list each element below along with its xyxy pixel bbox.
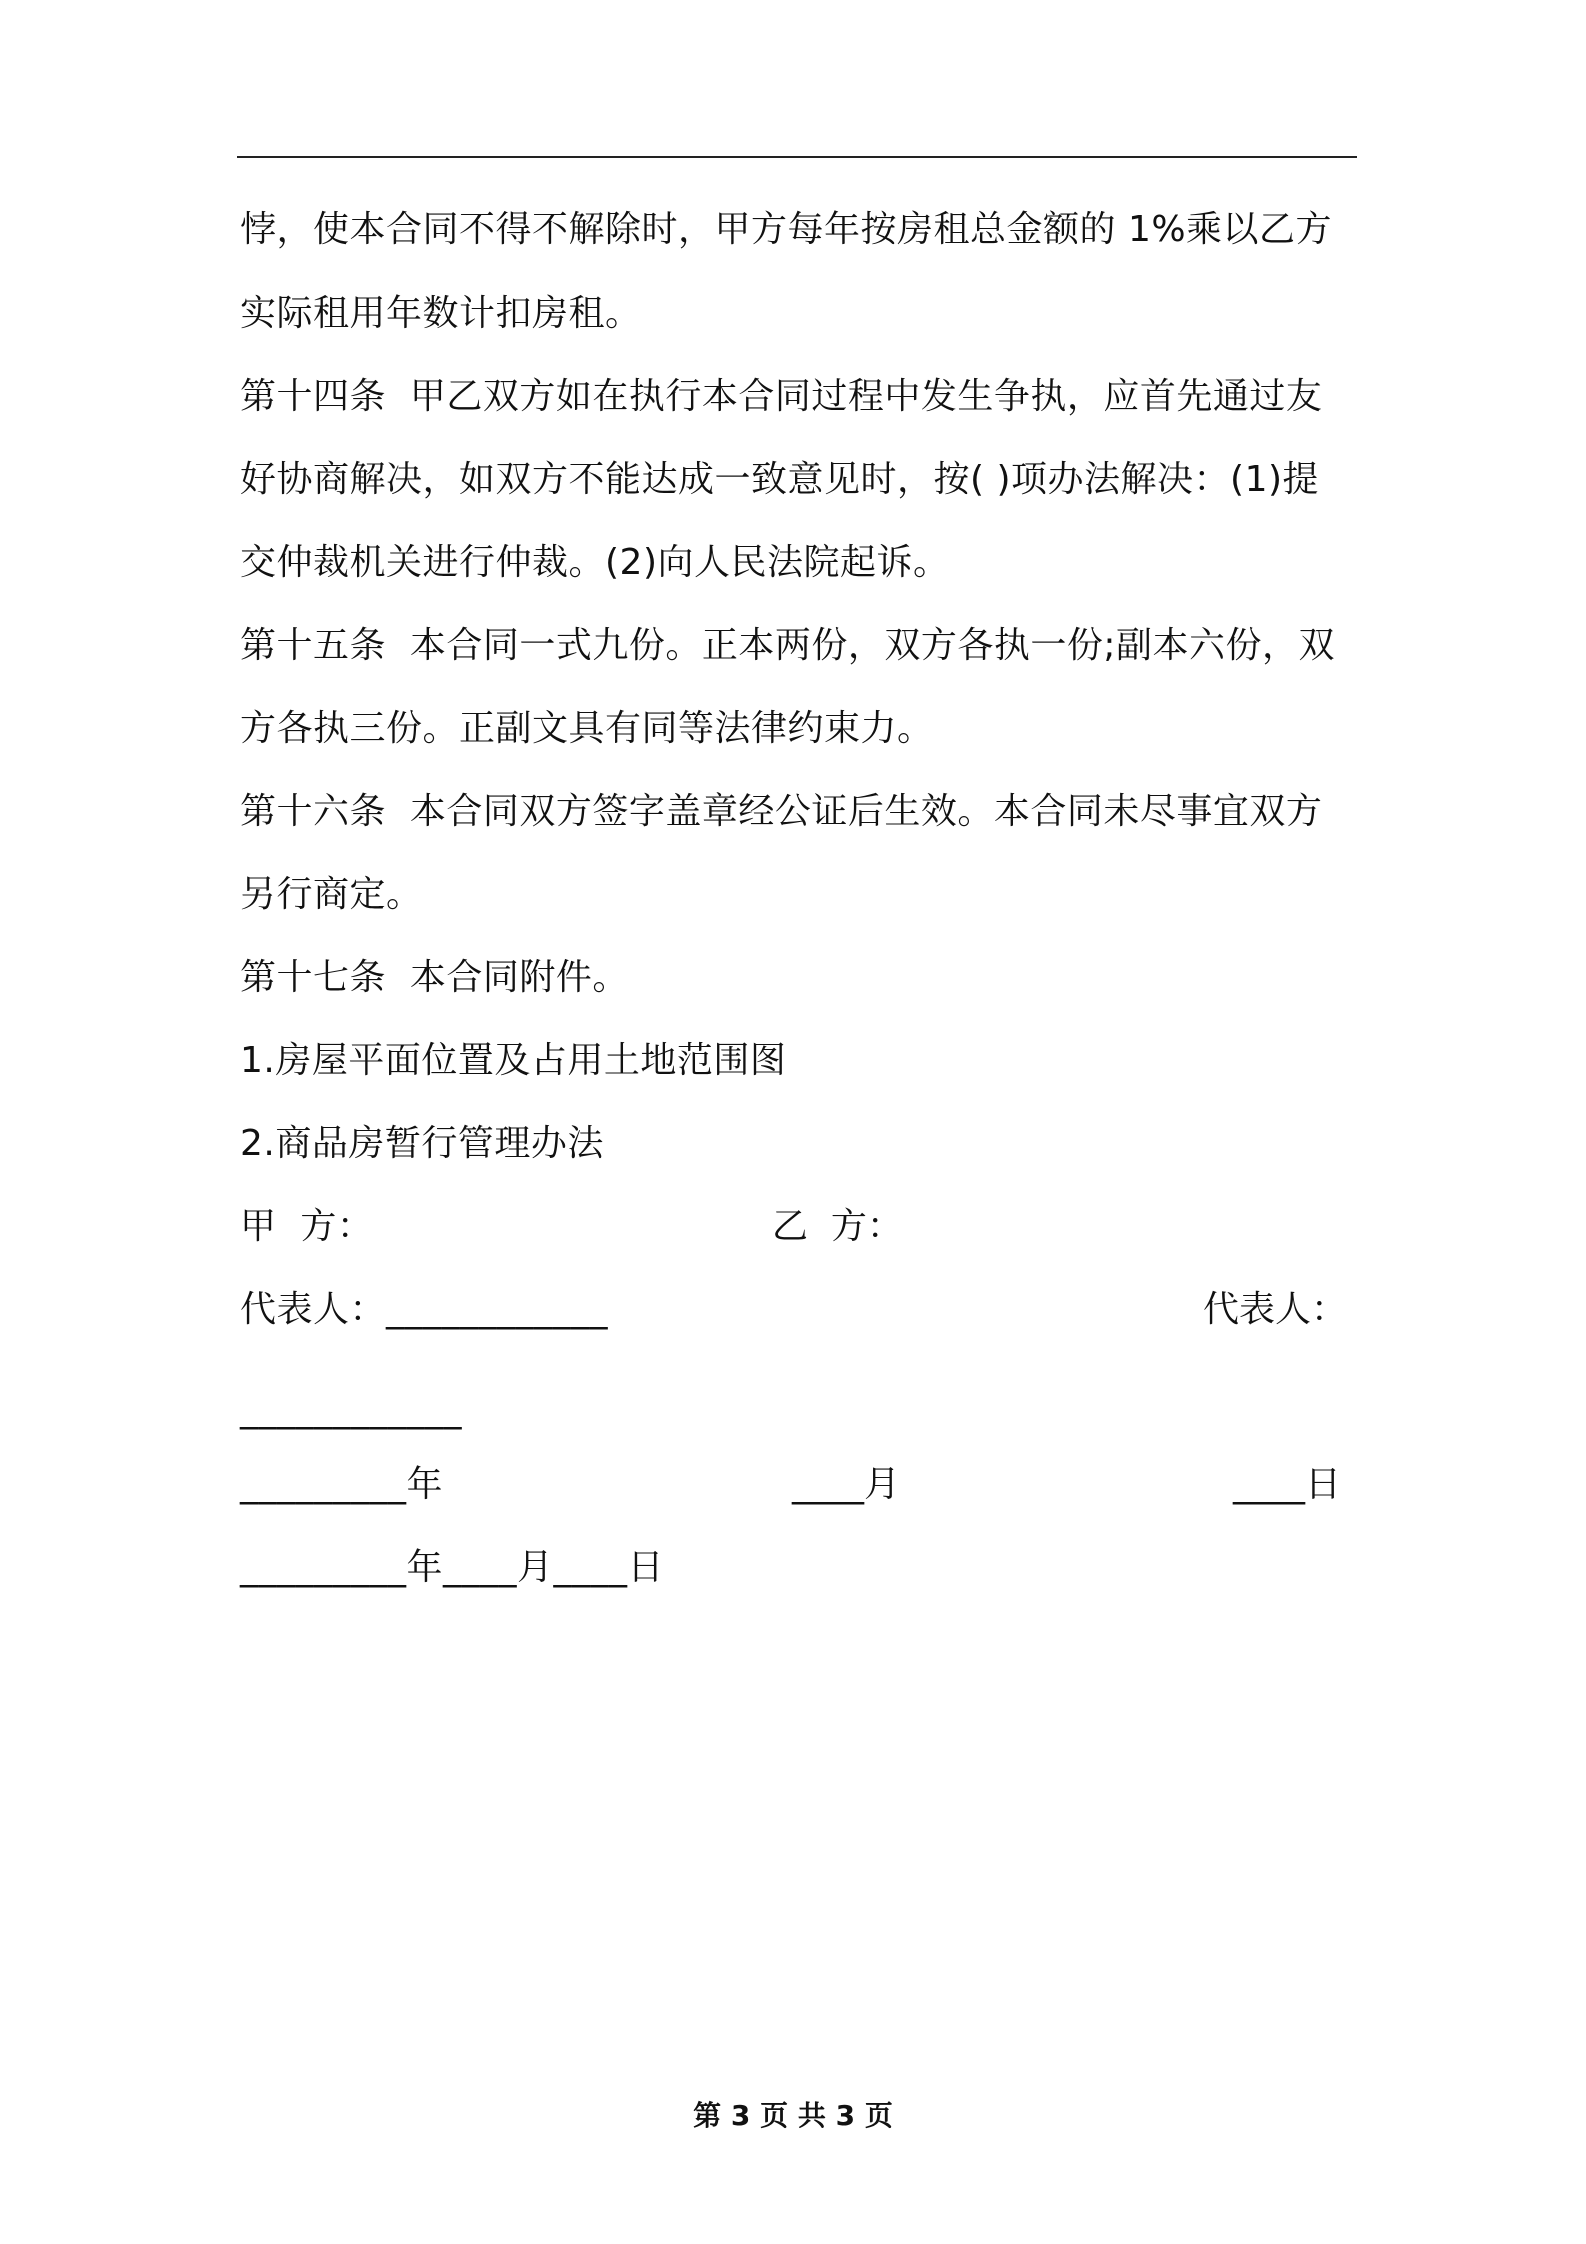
date-day-a: ____日 [1233,1464,1342,1505]
attachment-2: 2.商品房暂行管理办法 [240,1123,604,1164]
article-15-line-1: 第十五条 本合同一式九份。正本两份，双方各执一份;副本六份，双 [240,625,1336,666]
party-a-label: 甲 方： [240,1206,374,1247]
article-16-line-2: 另行商定。 [240,874,423,915]
article-16-line-1: 第十六条 本合同双方签字盖章经公证后生效。本合同未尽事宜双方 [240,791,1323,832]
date-year-a: _________年 [240,1464,444,1505]
party-b-label: 乙 方： [772,1206,903,1247]
date-month-a: ____月 [792,1464,901,1505]
attachment-1: 1.房屋平面位置及占用土地范围图 [240,1040,787,1081]
article-14-line-1: 第十四条 甲乙双方如在执行本合同过程中发生争执，应首先通过友 [240,376,1323,417]
party-a-representative: 代表人：____________ [240,1289,609,1330]
article-17-heading: 第十七条 本合同附件。 [240,957,629,998]
body-line-2: 实际租用年数计扣房租。 [240,293,642,334]
article-14-line-2: 好协商解决，如双方不能达成一致意见时，按( )项办法解决：(1)提 [240,459,1320,500]
article-14-line-3: 交仲裁机关进行仲裁。(2)向人民法院起诉。 [240,542,950,583]
party-b-representative-blank: ____________ [240,1389,462,1430]
article-15-line-2: 方各执三份。正副文具有同等法律约束力。 [240,708,934,749]
party-b-representative: 代表人： [1203,1289,1348,1330]
date-full-b: _________年____月____日 [240,1547,664,1588]
page-footer: 第 3 页 共 3 页 [693,2099,893,2132]
body-line-1: 悖，使本合同不得不解除时，甲方每年按房租总金额的 1%乘以乙方 [240,209,1333,250]
header-divider [237,156,1357,158]
